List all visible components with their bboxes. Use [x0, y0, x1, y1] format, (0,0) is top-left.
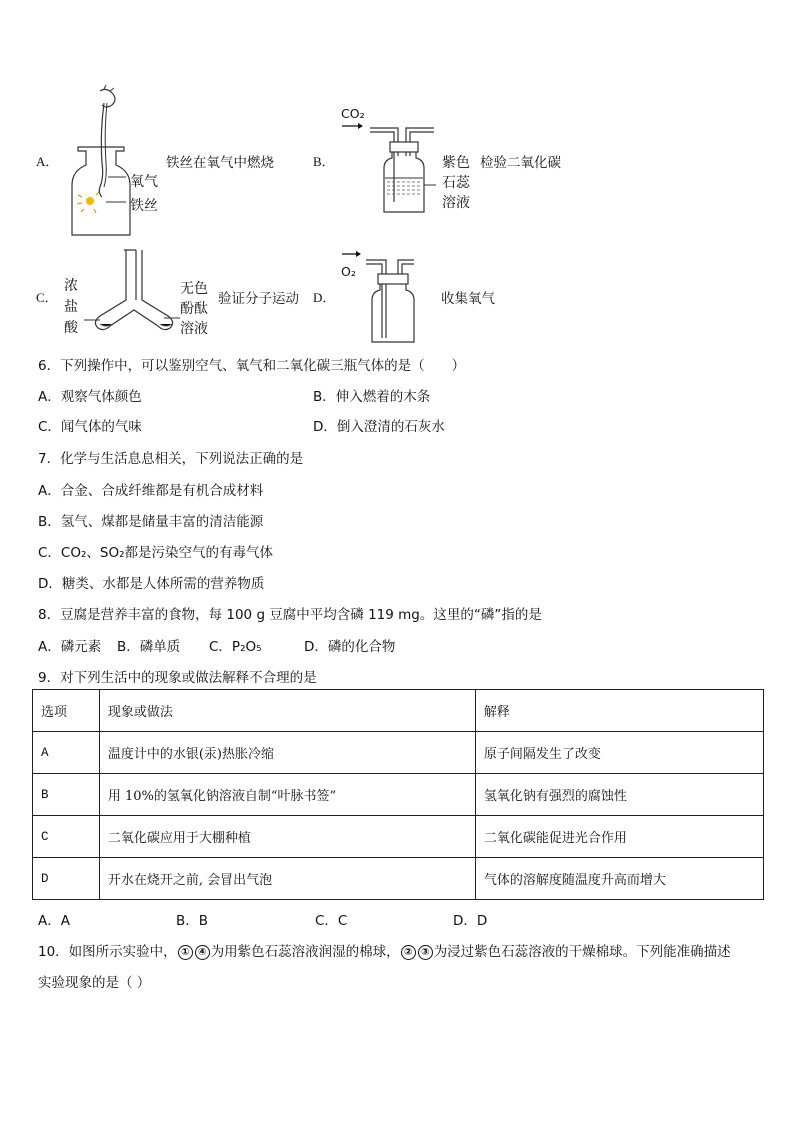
- option-caption: 验证分子运动: [218, 291, 299, 307]
- table-cell: C: [33, 816, 100, 858]
- answer-option[interactable]: B．伸入燃着的木条: [313, 389, 431, 405]
- answer-option[interactable]: C．P₂O₅: [209, 639, 262, 655]
- figure-label: 石蕊: [442, 175, 470, 191]
- figure-label: 紫色: [442, 155, 470, 171]
- table-row: [33, 732, 764, 774]
- option-caption: 检验二氧化碳: [480, 155, 561, 171]
- co2-wash-bottle-figure: [340, 118, 440, 218]
- question-stem: 9．对下列生活中的现象或做法解释不合理的是: [38, 670, 317, 686]
- figure-label: 浓: [64, 278, 78, 294]
- table-cell: 开水在烧开之前, 会冒出气泡: [99, 858, 475, 900]
- figure-label: 酸: [64, 320, 78, 336]
- table-row: [33, 774, 764, 816]
- question-text: 为用紫色石蕊溶液润湿的棉球，: [210, 944, 400, 960]
- table-cell: 二氧化碳应用于大棚种植: [99, 816, 475, 858]
- explanation-table: [32, 689, 764, 900]
- figure-label: 盐: [64, 299, 78, 315]
- answer-option[interactable]: A．A: [38, 913, 70, 929]
- oxygen-collection-bottle-figure: [340, 250, 440, 350]
- question-stem: 6．下列操作中，可以鉴别空气、氧气和二氧化碳三瓶气体的是（ ）: [38, 358, 466, 374]
- table-cell: 二氧化碳能促进光合作用: [475, 816, 763, 858]
- table-header-row: [33, 690, 764, 732]
- table-cell: 气体的溶解度随温度升高而增大: [475, 858, 763, 900]
- option-caption: 铁丝在氧气中燃烧: [166, 155, 274, 171]
- answer-option[interactable]: B．磷单质: [117, 639, 181, 655]
- figure-label: 溶液: [442, 195, 470, 211]
- figure-label: 无色: [180, 281, 208, 297]
- table-header-cell: 选项: [33, 690, 100, 732]
- gas-label: CO₂: [341, 106, 365, 121]
- table-cell: D: [33, 858, 100, 900]
- answer-option[interactable]: C．闻气体的气味: [38, 419, 142, 435]
- figure-label: 酚酞: [180, 301, 208, 317]
- answer-option[interactable]: C．CO₂、SO₂都是污染空气的有毒气体: [38, 545, 273, 561]
- table-cell: 原子间隔发生了改变: [475, 732, 763, 774]
- answer-option[interactable]: B．B: [176, 913, 209, 929]
- table-row: [33, 858, 764, 900]
- circled-number: ②: [401, 945, 416, 960]
- answer-option[interactable]: A．观察气体颜色: [38, 389, 142, 405]
- answer-option[interactable]: C．C: [315, 913, 348, 929]
- answer-option[interactable]: D．磷的化合物: [304, 639, 396, 655]
- question-stem: 7．化学与生活息息相关，下列说法正确的是: [38, 451, 304, 467]
- answer-option[interactable]: D．倒入澄清的石灰水: [313, 419, 445, 435]
- question-stem-line2: 实验现象的是（ ）: [38, 975, 151, 991]
- answer-option[interactable]: A．合金、合成纤维都是有机合成材料: [38, 483, 264, 499]
- figure-label: 铁丝: [130, 198, 158, 214]
- gas-label: O₂: [341, 264, 356, 279]
- question-text: 10．如图所示实验中，: [38, 944, 177, 960]
- iron-burning-apparatus-figure: [60, 85, 140, 235]
- table-cell: A: [33, 732, 100, 774]
- answer-option[interactable]: B．氢气、煤都是储量丰富的清洁能源: [38, 514, 264, 530]
- option-caption: 收集氧气: [441, 291, 495, 307]
- option-letter: D．: [313, 290, 336, 305]
- circled-number: ①: [178, 945, 193, 960]
- answer-option[interactable]: D．糖类、水都是人体所需的营养物质: [38, 576, 265, 592]
- question-stem: 8．豆腐是营养丰富的食物，每 100 g 豆腐中平均含磷 119 mg。这里的“磷”指的是: [38, 607, 542, 623]
- circled-number: ③: [418, 945, 433, 960]
- figure-label: 溶液: [180, 321, 208, 337]
- y-tube-figure: [84, 244, 184, 336]
- answer-option[interactable]: D．D: [453, 913, 488, 929]
- option-letter: B．: [313, 154, 335, 169]
- table-row: [33, 816, 764, 858]
- table-cell: 氢氧化钠有强烈的腐蚀性: [475, 774, 763, 816]
- table-cell: 用 10%的氢氧化钠溶液自制“叶脉书签”: [99, 774, 475, 816]
- table-cell: B: [33, 774, 100, 816]
- answer-option[interactable]: A．磷元素: [38, 639, 102, 655]
- option-letter: C．: [36, 290, 58, 305]
- table-header-cell: 现象或做法: [99, 690, 475, 732]
- table-header-cell: 解释: [475, 690, 763, 732]
- figure-label: 氧气: [130, 174, 158, 190]
- question-text: 为浸过紫色石蕊溶液的干燥棉球。下列能准确描述: [433, 944, 731, 960]
- table-cell: 温度计中的水银(汞)热胀冷缩: [99, 732, 475, 774]
- question-stem: [38, 940, 731, 960]
- circled-number: ④: [195, 945, 210, 960]
- option-letter: A．: [36, 154, 59, 169]
